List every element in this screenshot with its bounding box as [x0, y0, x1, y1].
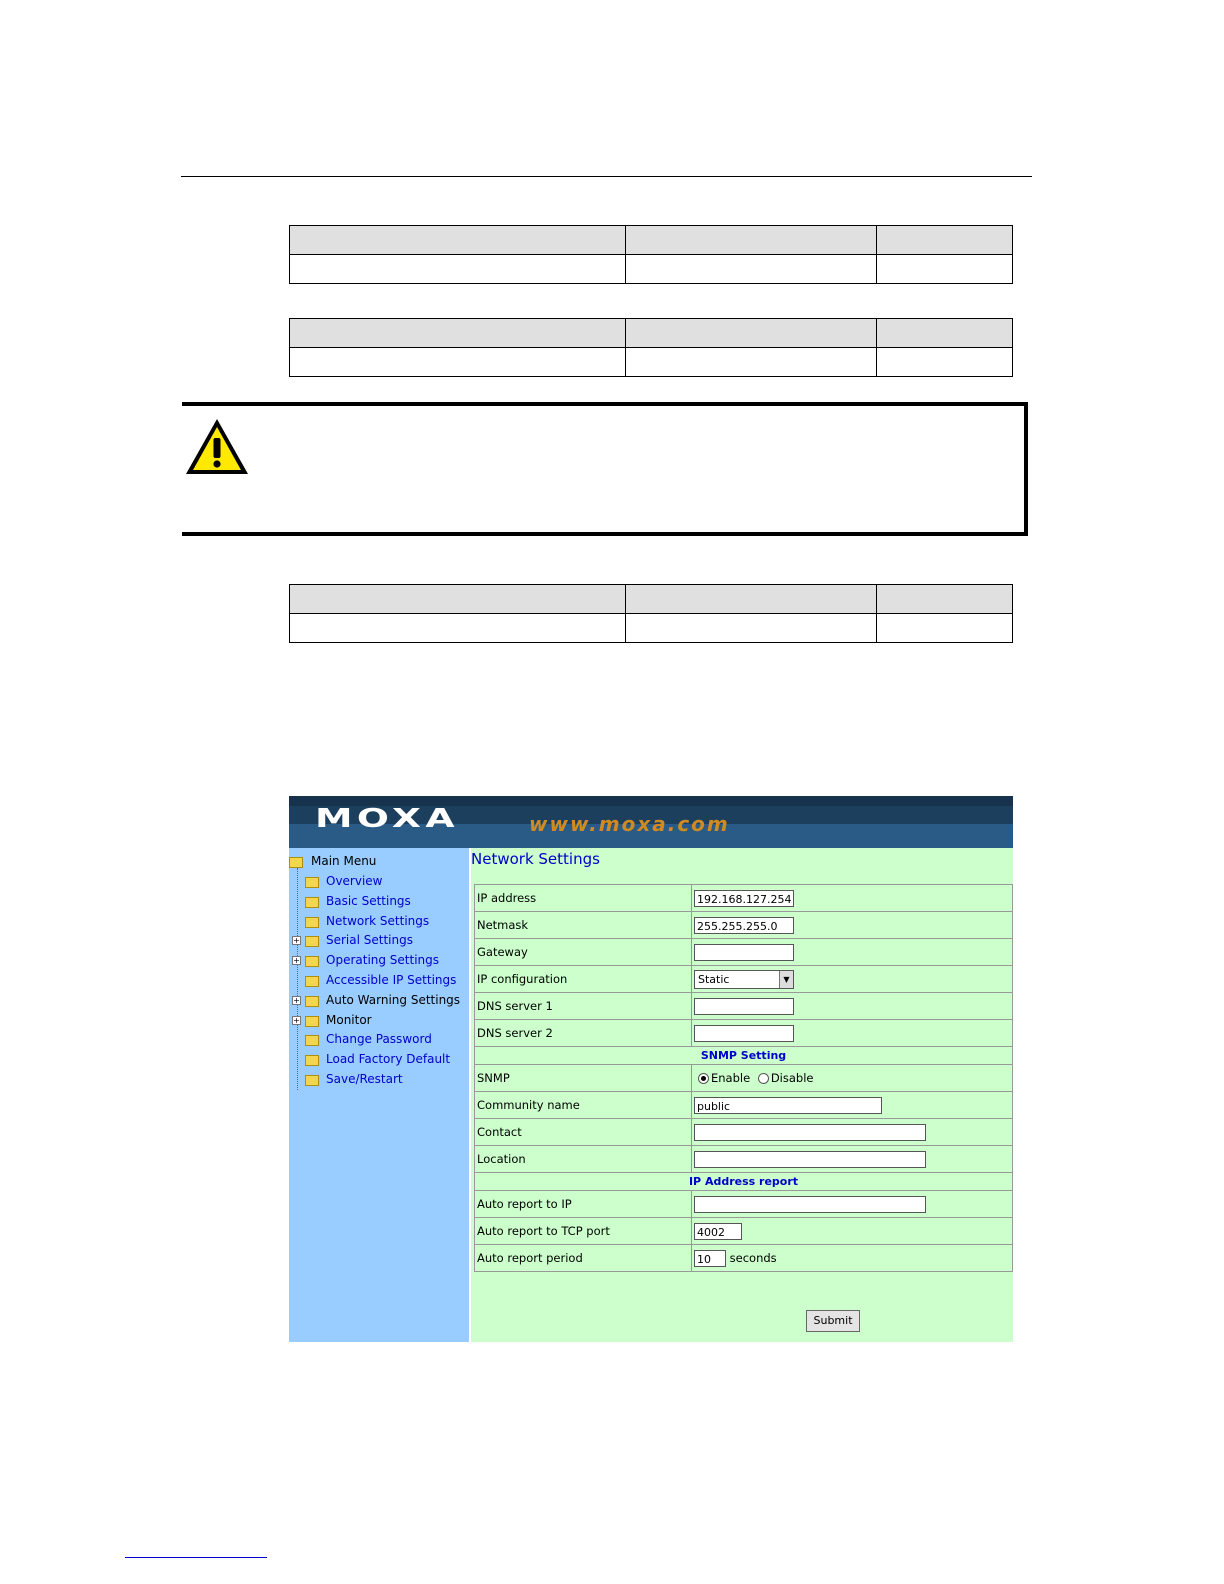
seconds-label: seconds: [729, 1250, 777, 1265]
form-row: [475, 1119, 1013, 1146]
web-console-screenshot: [289, 796, 1013, 1342]
form-row: [475, 966, 1013, 993]
netmask-input[interactable]: 255.255.255.0: [694, 917, 794, 934]
header-rule: [181, 176, 1032, 177]
location-input[interactable]: [694, 1151, 926, 1168]
community-label: Community name: [475, 1092, 692, 1119]
form-row: [475, 939, 1013, 966]
auto-report-period-input[interactable]: 10: [694, 1250, 726, 1267]
form-row: [475, 885, 1013, 912]
folder-icon: [305, 1016, 319, 1027]
contact-input[interactable]: [694, 1124, 926, 1141]
expand-icon[interactable]: +: [293, 1015, 300, 1025]
folder-icon: [305, 956, 319, 967]
snmp-disable-label: Disable: [770, 1071, 814, 1085]
snmp-enable-label: Enable: [711, 1071, 751, 1085]
folder-icon: [305, 897, 319, 908]
gateway-input[interactable]: [694, 944, 794, 961]
form-row: [475, 912, 1013, 939]
form-row: [475, 1020, 1013, 1047]
form-row: [475, 1146, 1013, 1173]
warning-icon: [183, 416, 251, 478]
folder-icon: [305, 917, 319, 928]
dns1-label: DNS server 1: [475, 993, 692, 1020]
form-row: [475, 993, 1013, 1020]
location-label: Location: [475, 1146, 692, 1173]
dns2-label: DNS server 2: [475, 1020, 692, 1047]
page-title: Network Settings: [471, 850, 600, 868]
folder-icon: [305, 976, 319, 987]
moxa-banner: [289, 796, 1013, 848]
auto-report-ip-input[interactable]: [694, 1196, 926, 1213]
chevron-down-icon[interactable]: ▼: [779, 971, 793, 988]
network-settings-panel: [471, 848, 1013, 1342]
ip-config-select[interactable]: Static ▼: [694, 970, 794, 989]
auto-report-period-label: Auto report period: [475, 1245, 692, 1272]
ip-address-label: IP address: [475, 885, 692, 912]
snmp-enable-radio[interactable]: [698, 1073, 709, 1084]
netmask-label: Netmask: [475, 912, 692, 939]
form-row: [475, 1065, 1013, 1092]
report-section-title: IP Address report: [475, 1173, 1013, 1191]
ip-address-input[interactable]: 192.168.127.254: [694, 890, 794, 907]
table-2: [289, 318, 1013, 377]
form-row: [475, 1218, 1013, 1245]
ip-config-label: IP configuration: [475, 966, 692, 993]
gateway-label: Gateway: [475, 939, 692, 966]
attention-box: [182, 402, 1028, 536]
moxa-logo: MOXA: [315, 804, 459, 834]
section-row: [475, 1173, 1013, 1191]
expand-icon[interactable]: +: [293, 936, 300, 946]
expand-icon[interactable]: +: [293, 956, 300, 966]
community-input[interactable]: public: [694, 1097, 882, 1114]
snmp-disable-radio[interactable]: [758, 1073, 769, 1084]
dns2-input[interactable]: [694, 1025, 794, 1042]
tree-line: [297, 868, 298, 1090]
network-settings-form: [474, 884, 1013, 1272]
snmp-section-title: SNMP Setting: [475, 1047, 1013, 1065]
section-row: [475, 1047, 1013, 1065]
form-row: [475, 1092, 1013, 1119]
folder-icon: [305, 936, 319, 947]
folder-icon: [305, 996, 319, 1007]
footer-link-rule: [125, 1557, 267, 1558]
folder-icon: [305, 1055, 319, 1066]
submit-button[interactable]: Submit: [806, 1310, 860, 1332]
folder-icon: [305, 1075, 319, 1086]
table-1: [289, 225, 1013, 284]
moxa-url[interactable]: www.moxa.com: [529, 812, 730, 836]
auto-report-port-input[interactable]: 4002: [694, 1223, 742, 1240]
dns1-input[interactable]: [694, 998, 794, 1015]
form-row: [475, 1245, 1013, 1272]
sidebar-menu: Main Menu Overview Basic Settings Network Settings + Serial Settings + Operating Settings Accessible IP Settings + Auto Warning Settings + Monitor Change Password Load Factory Default Save/Restart: [289, 848, 469, 1342]
form-row: [475, 1191, 1013, 1218]
folder-icon: [305, 877, 319, 888]
folder-icon: [305, 1035, 319, 1046]
contact-label: Contact: [475, 1119, 692, 1146]
expand-icon[interactable]: +: [293, 995, 300, 1005]
folder-open-icon: [289, 857, 303, 868]
auto-report-port-label: Auto report to TCP port: [475, 1218, 692, 1245]
table-3: [289, 584, 1013, 643]
sidebar-root[interactable]: Main Menu: [291, 854, 376, 868]
auto-report-ip-label: Auto report to IP: [475, 1191, 692, 1218]
snmp-label: SNMP: [475, 1065, 692, 1092]
